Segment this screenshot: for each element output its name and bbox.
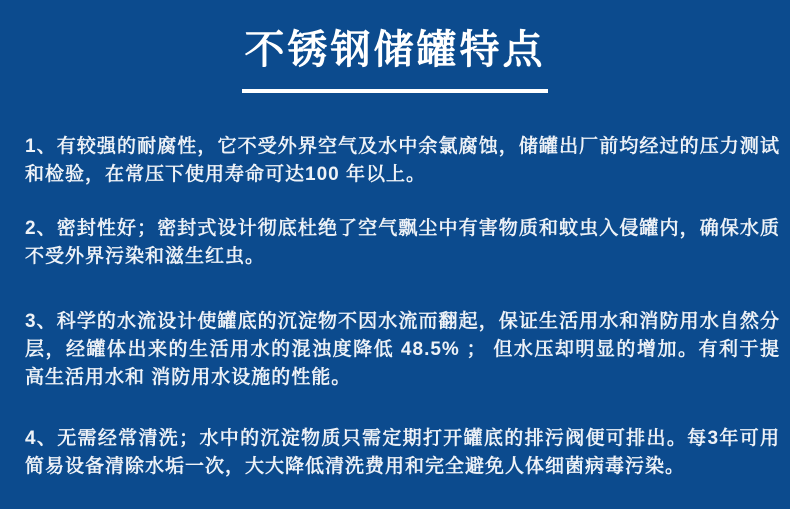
feature-point-4: 4、无需经常清洗；水中的沉淀物质只需定期打开罐底的排污阀便可排出。每3年可用简易设备清除水垢一次，大大降低清洗费用和完全避免人体细菌病毒污染。 [25,428,780,477]
feature-list [0,93,790,481]
feature-point-2: 2、密封性好；密封式设计彻底杜绝了空气飘尘中有害物质和蚊虫入侵罐内，确保水质不受外界污染和滋生红虫。 [25,218,780,267]
feature-point-1: 1、有较强的耐腐性，它不受外界空气及水中余氯腐蚀，储罐出厂前均经过的压力测试和检验，在常压下使用寿命可达100 年以上。 [25,136,780,185]
page-title: 不锈钢储罐特点 [244,28,546,72]
header [0,0,790,93]
feature-point-3: 3、科学的水流设计使罐底的沉淀物不因水流而翻起，保证生活用水和消防用水自然分层，经罐体出来的生活用水的混浊度降低 48.5% ； 但水压却明显的增加。有利于提高生活用水和 消防用水设施的性能。 [25,311,780,388]
